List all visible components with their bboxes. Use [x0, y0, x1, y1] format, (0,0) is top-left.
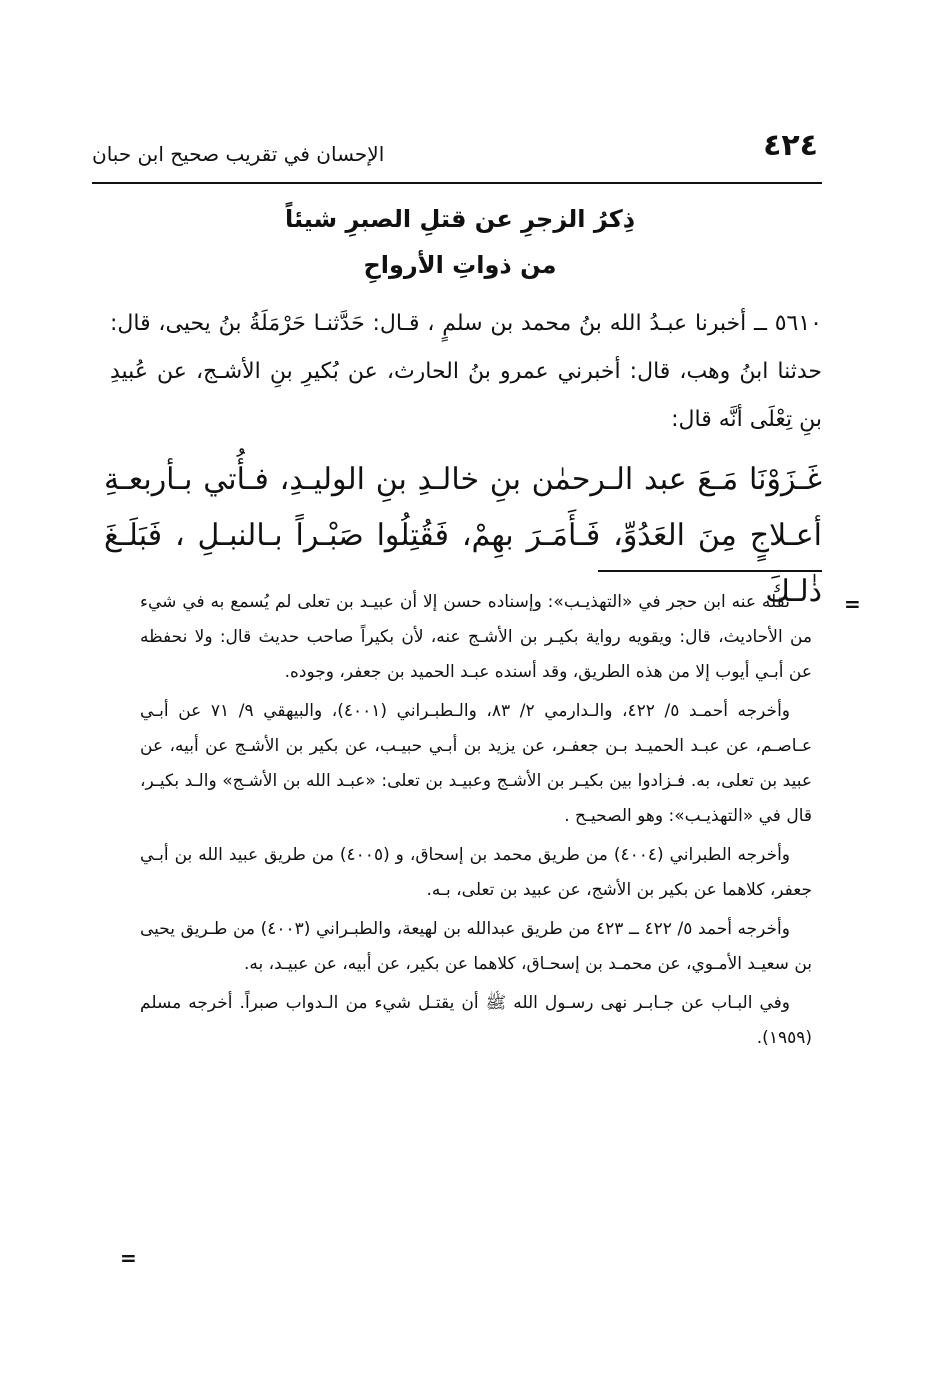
book-title: الإحسان في تقريب صحيح ابن حبان [92, 142, 385, 166]
footnote-paragraph: وأخرجه الطبراني (٤٠٠٤) من طريق محمد بن إسحاق، و (٤٠٠٥) من طريق عبيد الله بن أبـي جعفر، كلاهما عن بكير بن الأشج، عن عبيد بن تعلى، بـه. [140, 845, 812, 900]
footnote-paragraph: نقله عنه ابن حجر في «التهذيـب»: وإسناده حسن إلا أن عبيـد بن تعلى لم يُسمع به في شيء من الأحاديث، قال: ويقويه رواية بكيـر بن الأشـج عنه، لأن بكيراً صاحب حديث قال: ولا نحفظه عن أبـي أيوب إلا من هذه الطريق، وقد أسنده عبـد الحميد بن جعفر، وجوده. [140, 592, 812, 682]
page-number: ٤٢٤ [763, 128, 818, 163]
continuation-marker-top: = [844, 592, 861, 616]
chapter-title-line1: ذِكرُ الزجرِ عن قتلِ الصبرِ شيئاً [284, 205, 636, 233]
hadith-matn: غَـزَوْنَا مَـعَ عبد الـرحمٰن بنِ خالـدِ بنِ الوليـدِ، فـأُتي بـأربعـةِ أعـلاجٍ مِنَ العَدُوِّ، فَـأَمَـرَ بهِمْ، فَقُتِلُوا صَبْـراً بـالنبـلِ ، فَبَلَـغَ ذٰلـكَ [104, 462, 823, 609]
continuation-marker-bottom: = [120, 1246, 137, 1270]
footnote-paragraph: وأخرجه أحمد ٥/ ٤٢٢ ــ ٤٢٣ من طريق عبدالله بن لهيعة، والطبـراني (٤٠٠٣) من طـريق يحيى بن سعيـد الأمـوي، عن محمـد بن إسحـاق، كلاهما عن بكير، عن أبيه، عن عبيـد، به. [140, 919, 812, 974]
running-head [92, 128, 822, 174]
footnotes [140, 585, 812, 1060]
header-divider [92, 182, 822, 184]
footnote-paragraph: وأخرجه أحمـد ٥/ ٤٢٢، والـدارمي ٢/ ٨٣، والـطبـراني (٤٠٠١)، والبيهقي ٩/ ٧١ عن أبـي عـاصـم، عن عبـد الحميـد بـن جعفـر، عن يزيد بن أبـي حبيـب، عن بكير بن الأشـج عن أبيه، عن عبيد بن تعلى، به. فـزادوا بين بكيـر بن الأشـج وعبيـد بن تعلى: «عبـد الله بن الأشـج» والـد بكيـر، قال في «التهذيـب»: وهو الصحيـح . [140, 701, 812, 826]
chapter-heading [110, 196, 810, 288]
footnote-divider [598, 570, 822, 572]
chapter-title-line2: من ذواتِ الأرواحِ [363, 251, 557, 279]
hadith-isnad: ٥٦١٠ ــ أخبرنا عبـدُ الله بنُ محمد بن سلمٍ ، قـال: حَدَّثنـا حَرْمَلَةُ بنُ يحيى، قال: حدثنا ابنُ وهب، قال: أخبرني عمرو بنُ الحارث، عن بُكيرِ بنِ الأشـج، عن عُبيدِ بنِ تِعْلَى أنَّه قال: [110, 311, 822, 432]
footnote-paragraph: وفي البـاب عن جـابـر نهى رسـول الله ﷺ أن يقتـل شيء من الـدواب صبراً. أخرجه مسلم (١٩٥٩). [140, 993, 812, 1048]
